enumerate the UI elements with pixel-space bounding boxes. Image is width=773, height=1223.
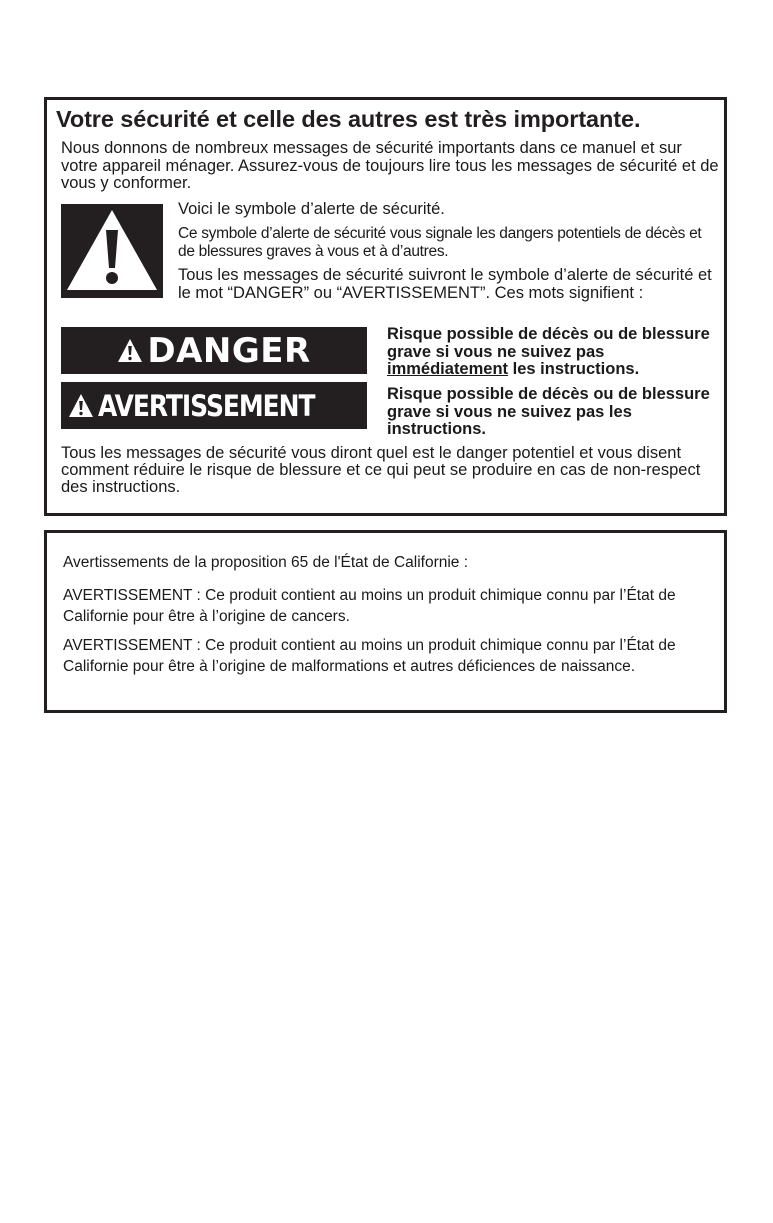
- danger-description: [387, 326, 717, 379]
- prop65-cancer-warning: AVERTISSEMENT : Ce produit contient au moins un produit chimique connu par l’État de Californie pour être à l’origine de cancers.: [63, 587, 676, 625]
- safety-title: Votre sécurité et celle des autres est très importante.: [56, 106, 641, 132]
- safety-closing-text: Tous les messages de sécurité vous diront quel est le danger potentiel et vous disent comment réduire le risque de blessure et ce qui peut se produire en cas de non-respect des instructions.: [61, 444, 701, 496]
- safety-alert-symbol: [61, 204, 163, 298]
- alert-triangle-icon: [117, 338, 143, 364]
- prop65-warning-box: [44, 530, 727, 713]
- safety-message-box: [44, 97, 727, 516]
- danger-desc-emphasis: immédiatement: [387, 360, 509, 378]
- safety-intro-text: Nous donnons de nombreux messages de sécurité importants dans ce manuel et sur votre appareil ménager. Assurez-vous de toujours lire tous les messages de sécurité et de vous y conformer.: [61, 139, 719, 192]
- danger-signal-word: DANGER: [147, 330, 311, 371]
- warning-signal-word: AVERTISSEMENT: [98, 388, 315, 423]
- danger-desc-part1: Risque possible de décès ou de blessure grave si vous ne suivez pas: [387, 325, 710, 361]
- prop65-birth-defect-warning: AVERTISSEMENT : Ce produit contient au moins un produit chimique connu par l’État de Californie pour être à l’origine de malformations et autres déficiences de naissance.: [63, 637, 676, 675]
- danger-banner: [61, 327, 367, 374]
- warning-description: Risque possible de décès ou de blessure grave si vous ne suivez pas les instructions.: [387, 385, 710, 438]
- prop65-heading: Avertissements de la proposition 65 de l'État de Californie :: [63, 554, 469, 571]
- symbol-description-line3: Tous les messages de sécurité suivront le symbole d’alerte de sécurité et le mot “DANGER” ou “AVERTISSEMENT”. Ces mots signifient :: [178, 266, 712, 302]
- safety-alert-exclamation-icon: [61, 204, 163, 298]
- alert-triangle-icon: [68, 393, 94, 419]
- warning-banner: [61, 382, 367, 429]
- symbol-description-line1: Voici le symbole d’alerte de sécurité.: [178, 200, 445, 218]
- danger-desc-part2: les instructions.: [512, 360, 640, 378]
- symbol-description-line2: Ce symbole d’alerte de sécurité vous signale les dangers potentiels de décès et de blessures graves à vous et à d’autres.: [178, 225, 702, 260]
